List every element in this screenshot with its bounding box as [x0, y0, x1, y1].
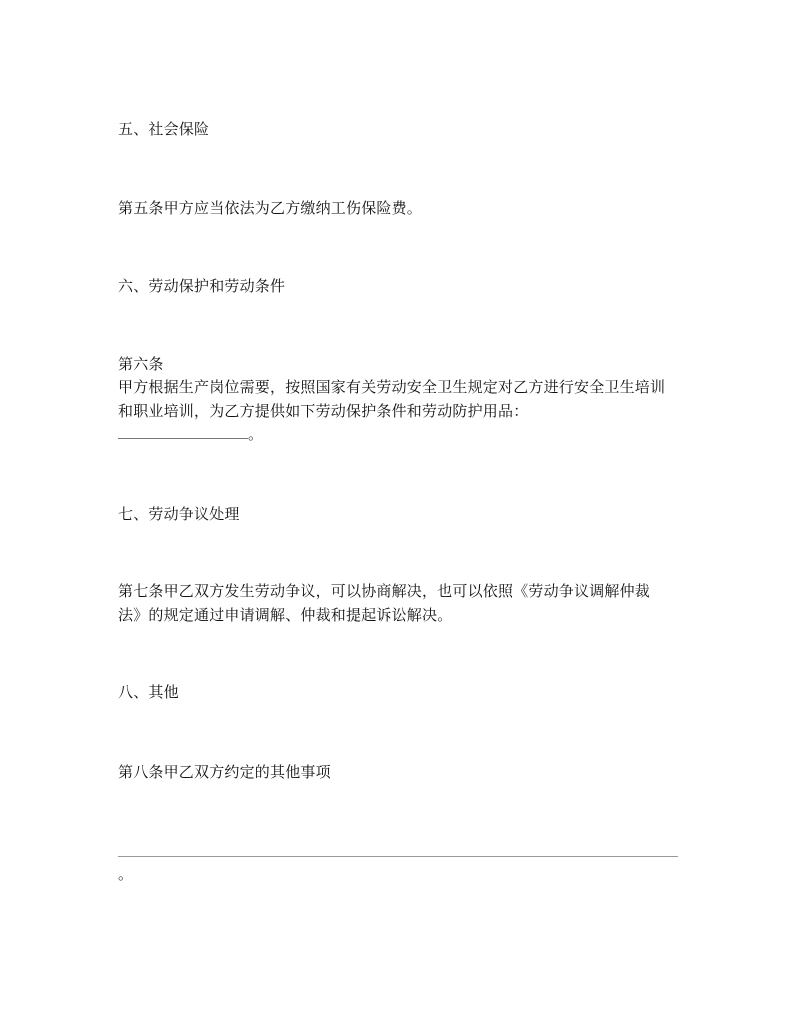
article-8-text: 第八条甲乙双方约定的其他事项	[118, 763, 331, 781]
fill-in-rule	[118, 856, 678, 857]
article-6-fill-line	[118, 424, 263, 444]
article-6-end-mark: 。	[248, 425, 264, 443]
section-7-heading: 七、劳动争议处理	[118, 505, 240, 523]
article-7-text-line-1: 第七条甲乙双方发生劳动争议，可以协商解决，也可以依照《劳动争议调解仲裁	[118, 582, 651, 600]
fill-in-blank	[118, 424, 248, 439]
section-5-heading: 五、社会保险	[118, 120, 210, 138]
article-6-text-line-1: 甲方根据生产岗位需要，按照国家有关劳动安全卫生规定对乙方进行安全卫生培训	[118, 378, 666, 396]
article-5-text: 第五条甲方应当依法为乙方缴纳工伤保险费。	[118, 199, 423, 217]
article-6-title: 第六条	[118, 355, 164, 373]
article-8-end-mark: 。	[118, 865, 134, 883]
section-6-heading: 六、劳动保护和劳动条件	[118, 277, 286, 295]
article-7-text-line-2: 法》的规定通过申请调解、仲裁和提起诉讼解决。	[118, 606, 453, 624]
article-6-text-line-2: 和职业培训，为乙方提供如下劳动保护条件和劳动防护用品：	[118, 402, 529, 420]
section-8-heading: 八、其他	[118, 683, 179, 701]
